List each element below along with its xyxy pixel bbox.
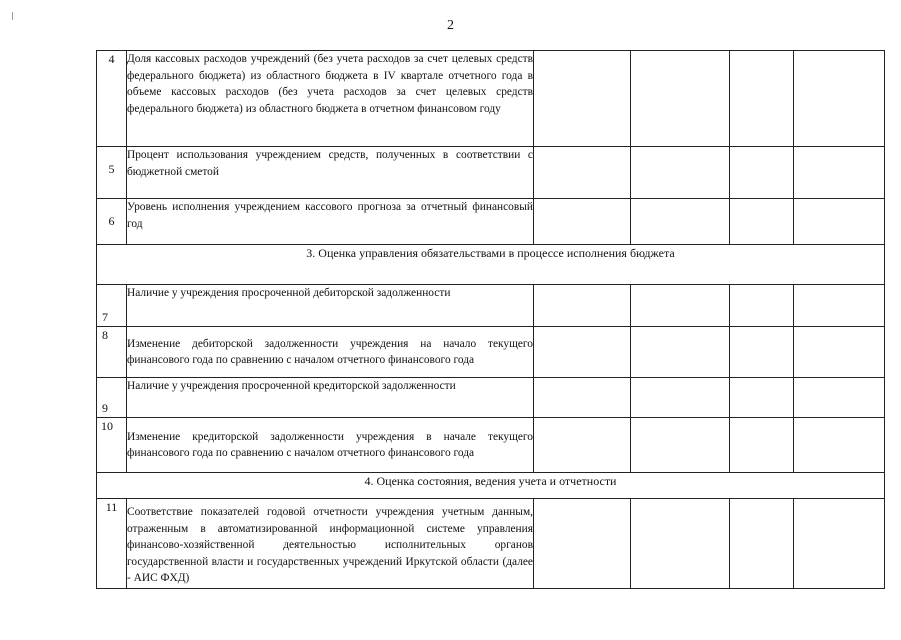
row-description: Соответствие показателей годовой отчетности учреждения учетным данным, отраженным в автоматизированной информационной системе управления финансово-хозяйственной деятельностью исполнительных органов государственной власти и государственных учреждений Иркутской области (далее - АИС ФХД) — [127, 499, 534, 589]
value-cell — [631, 147, 730, 199]
assessment-table — [96, 50, 885, 589]
section-heading: 3. Оценка управления обязательствами в процессе исполнения бюджета — [97, 245, 885, 285]
value-cell — [730, 285, 794, 327]
row-number: 10 — [97, 418, 127, 473]
value-cell — [794, 285, 885, 327]
row-number: 7 — [97, 285, 127, 327]
value-cell — [534, 285, 631, 327]
value-cell — [794, 51, 885, 147]
value-cell — [631, 378, 730, 418]
value-cell — [534, 327, 631, 378]
value-cell — [794, 147, 885, 199]
row-description: Изменение дебиторской задолженности учреждения на начало текущего финансового года по сравнению с началом отчетного финансового года — [127, 327, 534, 378]
value-cell — [631, 51, 730, 147]
table-row — [97, 285, 885, 327]
row-number: 9 — [97, 378, 127, 418]
row-number: 8 — [97, 327, 127, 378]
value-cell — [730, 51, 794, 147]
value-cell — [794, 199, 885, 245]
value-cell — [534, 418, 631, 473]
row-description: Изменение кредиторской задолженности учреждения в начале текущего финансового года по сравнению с началом отчетного финансового года — [127, 418, 534, 473]
row-number: 5 — [97, 147, 127, 199]
row-description: Уровень исполнения учреждением кассового прогноза за отчетный финансовый год — [127, 199, 534, 245]
table-row — [97, 51, 885, 147]
value-cell — [730, 499, 794, 589]
value-cell — [794, 327, 885, 378]
value-cell — [631, 499, 730, 589]
table-row — [97, 418, 885, 473]
value-cell — [794, 499, 885, 589]
value-cell — [534, 51, 631, 147]
row-description: Доля кассовых расходов учреждений (без учета расходов за счет целевых средств федерального бюджета) из областного бюджета в IV квартале отчетного года в объеме кассовых расходов (без учета расходов за счет целевых средств федерального бюджета) из областного бюджета в отчетном финансовом году — [127, 51, 534, 147]
value-cell — [794, 418, 885, 473]
value-cell — [794, 378, 885, 418]
value-cell — [631, 327, 730, 378]
table-row — [97, 199, 885, 245]
table-row — [97, 327, 885, 378]
value-cell — [730, 418, 794, 473]
value-cell — [631, 199, 730, 245]
value-cell — [730, 378, 794, 418]
row-description: Наличие у учреждения просроченной кредиторской задолженности — [127, 378, 534, 418]
value-cell — [730, 199, 794, 245]
value-cell — [534, 199, 631, 245]
value-cell — [631, 285, 730, 327]
row-number: 4 — [97, 51, 127, 147]
section-row — [97, 473, 885, 499]
table-row — [97, 147, 885, 199]
table-row — [97, 499, 885, 589]
row-number: 11 — [97, 499, 127, 589]
table-row — [97, 378, 885, 418]
value-cell — [534, 147, 631, 199]
value-cell — [730, 327, 794, 378]
value-cell — [534, 499, 631, 589]
value-cell — [534, 378, 631, 418]
page-number: 2 — [447, 18, 454, 33]
row-description: Наличие у учреждения просроченной дебиторской задолженности — [127, 285, 534, 327]
value-cell — [730, 147, 794, 199]
row-number: 6 — [97, 199, 127, 245]
section-heading: 4. Оценка состояния, ведения учета и отчетности — [97, 473, 885, 499]
section-row — [97, 245, 885, 285]
value-cell — [631, 418, 730, 473]
row-description: Процент использования учреждением средств, полученных в соответствии с бюджетной сметой — [127, 147, 534, 199]
